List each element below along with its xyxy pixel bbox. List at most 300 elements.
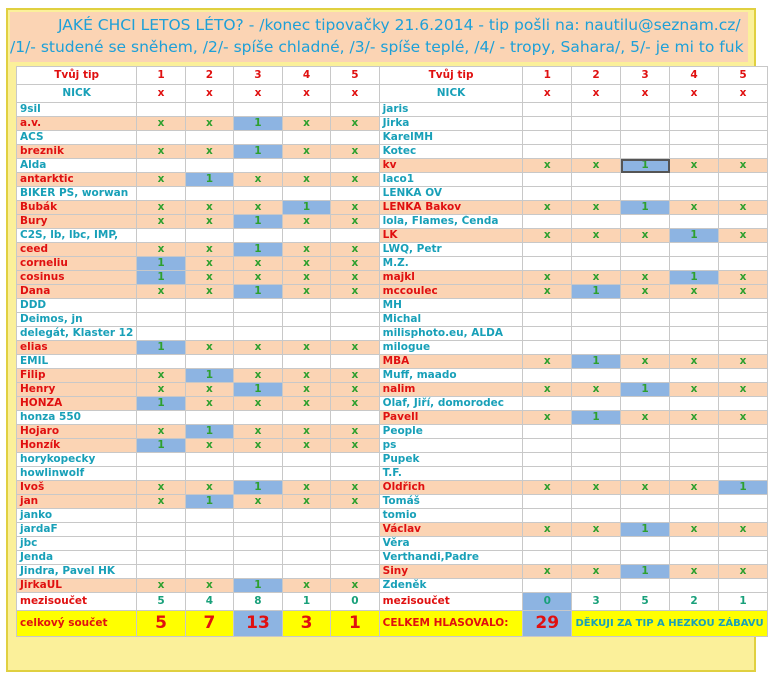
left-tip-cell-2[interactable]: [185, 299, 233, 313]
right-tip-cell-3[interactable]: x: [621, 481, 670, 495]
left-tip-cell-3[interactable]: [234, 299, 283, 313]
left-tip-cell-5[interactable]: x: [331, 285, 379, 299]
left-tip-cell-4[interactable]: x: [282, 285, 330, 299]
left-header-x-3[interactable]: x: [234, 85, 283, 103]
left-tip-cell-5[interactable]: [331, 355, 379, 369]
right-tip-cell-1[interactable]: [523, 439, 572, 453]
left-tip-cell-1[interactable]: [137, 509, 185, 523]
total-label[interactable]: celkový součet: [17, 611, 137, 637]
right-tip-cell-2[interactable]: x: [572, 523, 621, 537]
left-nick-cell[interactable]: horykopecky: [17, 453, 137, 467]
right-tip-cell-4[interactable]: x: [670, 565, 719, 579]
right-nick-cell[interactable]: Muff, maado: [379, 369, 523, 383]
left-tip-cell-4[interactable]: [282, 453, 330, 467]
left-tip-cell-2[interactable]: x: [185, 383, 233, 397]
left-tip-cell-1[interactable]: [137, 523, 185, 537]
left-tip-cell-4[interactable]: x: [282, 439, 330, 453]
right-tip-cell-1[interactable]: [523, 257, 572, 271]
right-tip-cell-5[interactable]: [718, 257, 767, 271]
left-nick-cell[interactable]: ACS: [17, 131, 137, 145]
right-nick-cell[interactable]: Siny: [379, 565, 523, 579]
left-tip-cell-5[interactable]: [331, 103, 379, 117]
right-tip-cell-3[interactable]: [621, 103, 670, 117]
left-tip-cell-2[interactable]: [185, 187, 233, 201]
right-tip-cell-2[interactable]: [572, 173, 621, 187]
left-nick-cell[interactable]: Bury: [17, 215, 137, 229]
right-nick-cell[interactable]: laco1: [379, 173, 523, 187]
left-tip-cell-3[interactable]: [234, 537, 283, 551]
left-tip-cell-1[interactable]: x: [137, 215, 185, 229]
right-tip-cell-1[interactable]: [523, 145, 572, 159]
left-tip-cell-4[interactable]: [282, 467, 330, 481]
left-tip-cell-2[interactable]: [185, 313, 233, 327]
right-tip-cell-3[interactable]: [621, 145, 670, 159]
right-tip-cell-1[interactable]: [523, 327, 572, 341]
right-tip-cell-2[interactable]: [572, 341, 621, 355]
right-tip-cell-1[interactable]: x: [523, 481, 572, 495]
right-tip-cell-1[interactable]: [523, 537, 572, 551]
left-nick-cell[interactable]: a.v.: [17, 117, 137, 131]
left-header-x-2[interactable]: x: [185, 85, 233, 103]
right-tip-cell-4[interactable]: [670, 103, 719, 117]
left-tip-cell-2[interactable]: 1: [185, 173, 233, 187]
right-tip-cell-3[interactable]: [621, 215, 670, 229]
right-tip-cell-3[interactable]: [621, 397, 670, 411]
left-tip-cell-5[interactable]: x: [331, 215, 379, 229]
left-nick-cell[interactable]: elias: [17, 341, 137, 355]
right-tip-cell-5[interactable]: [718, 579, 767, 593]
left-nick-cell[interactable]: Ivoš: [17, 481, 137, 495]
right-nick-cell[interactable]: ps: [379, 439, 523, 453]
left-nick-cell[interactable]: HONZA: [17, 397, 137, 411]
right-tip-cell-5[interactable]: [718, 187, 767, 201]
left-tip-cell-5[interactable]: [331, 523, 379, 537]
left-tip-cell-3[interactable]: 1: [234, 145, 283, 159]
left-tip-cell-4[interactable]: x: [282, 481, 330, 495]
left-tip-cell-5[interactable]: x: [331, 383, 379, 397]
left-tip-cell-3[interactable]: [234, 187, 283, 201]
left-tip-cell-2[interactable]: [185, 159, 233, 173]
left-tip-cell-2[interactable]: 1: [185, 369, 233, 383]
left-tip-cell-4[interactable]: x: [282, 579, 330, 593]
right-tip-cell-2[interactable]: [572, 509, 621, 523]
right-nick-cell[interactable]: MH: [379, 299, 523, 313]
right-tip-cell-4[interactable]: [670, 425, 719, 439]
thanks-text[interactable]: DĚKUJI ZA TIP A HEZKOU ZÁBAVU: [572, 611, 768, 637]
left-tip-cell-4[interactable]: [282, 229, 330, 243]
right-tip-cell-3[interactable]: [621, 425, 670, 439]
left-tip-label[interactable]: Tvůj tip: [17, 67, 137, 85]
right-tip-cell-1[interactable]: x: [523, 285, 572, 299]
left-tip-cell-4[interactable]: [282, 523, 330, 537]
right-tip-cell-2[interactable]: 1: [572, 355, 621, 369]
left-tip-cell-3[interactable]: 1: [234, 215, 283, 229]
right-nick-cell[interactable]: T.F.: [379, 467, 523, 481]
left-nick-cell[interactable]: delegát, Klaster 12: [17, 327, 137, 341]
left-tip-cell-1[interactable]: [137, 453, 185, 467]
left-tip-cell-1[interactable]: x: [137, 579, 185, 593]
left-tip-cell-1[interactable]: [137, 327, 185, 341]
right-tip-cell-2[interactable]: 1: [572, 285, 621, 299]
left-tip-cell-2[interactable]: [185, 131, 233, 145]
left-tip-cell-4[interactable]: x: [282, 341, 330, 355]
right-tip-cell-2[interactable]: 1: [572, 411, 621, 425]
right-tip-cell-5[interactable]: [718, 327, 767, 341]
right-tip-cell-1[interactable]: x: [523, 229, 572, 243]
right-nick-cell[interactable]: Zdeněk: [379, 579, 523, 593]
left-nick-cell[interactable]: BIKER PS, worwan: [17, 187, 137, 201]
left-tip-cell-2[interactable]: x: [185, 579, 233, 593]
right-tip-cell-4[interactable]: [670, 341, 719, 355]
right-nick-cell[interactable]: Věra: [379, 537, 523, 551]
left-tip-cell-4[interactable]: x: [282, 271, 330, 285]
right-tip-cell-4[interactable]: x: [670, 285, 719, 299]
left-nick-cell[interactable]: JirkaUL: [17, 579, 137, 593]
right-tip-cell-1[interactable]: [523, 173, 572, 187]
right-tip-cell-5[interactable]: [718, 425, 767, 439]
right-tip-cell-4[interactable]: 1: [670, 271, 719, 285]
left-subtotal-3[interactable]: 8: [234, 593, 283, 611]
left-tip-cell-2[interactable]: [185, 467, 233, 481]
left-tip-cell-1[interactable]: x: [137, 369, 185, 383]
right-tip-cell-5[interactable]: [718, 243, 767, 257]
right-tip-cell-2[interactable]: [572, 369, 621, 383]
right-tip-cell-1[interactable]: [523, 131, 572, 145]
left-tip-cell-2[interactable]: 1: [185, 495, 233, 509]
left-tip-cell-3[interactable]: [234, 131, 283, 145]
right-tip-cell-1[interactable]: [523, 425, 572, 439]
left-nick-cell[interactable]: Bubák: [17, 201, 137, 215]
right-tip-cell-2[interactable]: x: [572, 201, 621, 215]
right-tip-cell-3[interactable]: [621, 537, 670, 551]
left-col-header-5[interactable]: 5: [331, 67, 379, 85]
left-tip-cell-4[interactable]: x: [282, 495, 330, 509]
left-nick-cell[interactable]: honza 550: [17, 411, 137, 425]
right-tip-cell-1[interactable]: [523, 397, 572, 411]
left-tip-cell-5[interactable]: [331, 453, 379, 467]
right-tip-cell-5[interactable]: [718, 439, 767, 453]
left-tip-cell-3[interactable]: 1: [234, 117, 283, 131]
right-tip-cell-5[interactable]: [718, 299, 767, 313]
left-tip-cell-5[interactable]: [331, 509, 379, 523]
right-nick-cell[interactable]: jaris: [379, 103, 523, 117]
left-tip-cell-5[interactable]: x: [331, 257, 379, 271]
left-tip-cell-3[interactable]: [234, 355, 283, 369]
right-tip-cell-1[interactable]: x: [523, 411, 572, 425]
right-tip-cell-4[interactable]: [670, 299, 719, 313]
right-tip-cell-4[interactable]: [670, 453, 719, 467]
right-tip-cell-3[interactable]: 1: [621, 201, 670, 215]
right-tip-cell-2[interactable]: x: [572, 159, 621, 173]
left-nick-cell[interactable]: Henry: [17, 383, 137, 397]
right-tip-cell-2[interactable]: [572, 103, 621, 117]
right-tip-cell-3[interactable]: [621, 467, 670, 481]
right-tip-cell-1[interactable]: [523, 243, 572, 257]
right-tip-cell-5[interactable]: [718, 551, 767, 565]
left-nick-cell[interactable]: DDD: [17, 299, 137, 313]
right-tip-cell-3[interactable]: [621, 453, 670, 467]
left-tip-cell-3[interactable]: x: [234, 397, 283, 411]
right-tip-cell-1[interactable]: [523, 467, 572, 481]
right-nick-cell[interactable]: Tomáš: [379, 495, 523, 509]
right-tip-cell-5[interactable]: [718, 103, 767, 117]
left-tip-cell-2[interactable]: x: [185, 271, 233, 285]
left-tip-cell-3[interactable]: 1: [234, 285, 283, 299]
right-tip-cell-1[interactable]: [523, 313, 572, 327]
right-tip-cell-4[interactable]: x: [670, 523, 719, 537]
right-nick-cell[interactable]: nalim: [379, 383, 523, 397]
right-tip-cell-2[interactable]: [572, 243, 621, 257]
left-tip-cell-5[interactable]: x: [331, 369, 379, 383]
right-tip-cell-4[interactable]: [670, 579, 719, 593]
right-tip-cell-1[interactable]: [523, 509, 572, 523]
right-tip-cell-3[interactable]: [621, 187, 670, 201]
right-nick-cell[interactable]: LENKA OV: [379, 187, 523, 201]
right-nick-cell[interactable]: KarelMH: [379, 131, 523, 145]
right-tip-cell-1[interactable]: [523, 453, 572, 467]
left-tip-cell-2[interactable]: [185, 509, 233, 523]
voted-value[interactable]: 29: [523, 611, 572, 637]
left-tip-cell-1[interactable]: [137, 187, 185, 201]
total-value-3[interactable]: 13: [234, 611, 283, 637]
left-tip-cell-2[interactable]: [185, 551, 233, 565]
left-tip-cell-1[interactable]: x: [137, 243, 185, 257]
right-tip-cell-4[interactable]: x: [670, 355, 719, 369]
right-nick-cell[interactable]: Václav: [379, 523, 523, 537]
left-tip-cell-3[interactable]: [234, 159, 283, 173]
right-tip-cell-4[interactable]: [670, 551, 719, 565]
right-tip-cell-5[interactable]: [718, 495, 767, 509]
left-subtotal-4[interactable]: 1: [282, 593, 330, 611]
left-subtotal-2[interactable]: 4: [185, 593, 233, 611]
left-tip-cell-5[interactable]: x: [331, 425, 379, 439]
left-tip-cell-2[interactable]: x: [185, 285, 233, 299]
right-nick-cell[interactable]: LENKA Bakov: [379, 201, 523, 215]
right-tip-cell-1[interactable]: x: [523, 383, 572, 397]
right-header-x-1[interactable]: x: [523, 85, 572, 103]
right-tip-cell-3[interactable]: 1: [621, 523, 670, 537]
right-subtotal-4[interactable]: 2: [670, 593, 719, 611]
right-tip-cell-1[interactable]: x: [523, 355, 572, 369]
left-tip-cell-4[interactable]: x: [282, 145, 330, 159]
right-tip-cell-1[interactable]: [523, 215, 572, 229]
voted-label[interactable]: CELKEM HLASOVALO:: [379, 611, 523, 637]
left-tip-cell-5[interactable]: [331, 327, 379, 341]
right-tip-cell-5[interactable]: [718, 215, 767, 229]
left-col-header-2[interactable]: 2: [185, 67, 233, 85]
left-tip-cell-4[interactable]: [282, 565, 330, 579]
left-tip-cell-5[interactable]: [331, 187, 379, 201]
left-nick-cell[interactable]: breznik: [17, 145, 137, 159]
right-tip-cell-1[interactable]: x: [523, 159, 572, 173]
right-tip-cell-4[interactable]: [670, 467, 719, 481]
total-value-4[interactable]: 3: [282, 611, 330, 637]
left-tip-cell-2[interactable]: x: [185, 243, 233, 257]
right-tip-cell-5[interactable]: x: [718, 159, 767, 173]
right-tip-cell-4[interactable]: x: [670, 159, 719, 173]
left-tip-cell-2[interactable]: x: [185, 439, 233, 453]
right-tip-cell-3[interactable]: [621, 117, 670, 131]
right-tip-cell-2[interactable]: [572, 145, 621, 159]
right-header-x-3[interactable]: x: [621, 85, 670, 103]
right-col-header-5[interactable]: 5: [718, 67, 767, 85]
left-tip-cell-2[interactable]: x: [185, 341, 233, 355]
right-nick-cell[interactable]: tomio: [379, 509, 523, 523]
left-tip-cell-5[interactable]: [331, 313, 379, 327]
left-tip-cell-1[interactable]: x: [137, 117, 185, 131]
left-tip-cell-3[interactable]: [234, 103, 283, 117]
left-header-x-1[interactable]: x: [137, 85, 185, 103]
right-tip-cell-3[interactable]: [621, 369, 670, 383]
left-tip-cell-1[interactable]: [137, 467, 185, 481]
right-tip-cell-1[interactable]: [523, 579, 572, 593]
left-nick-cell[interactable]: jardaF: [17, 523, 137, 537]
right-tip-cell-5[interactable]: [718, 397, 767, 411]
left-header-x-4[interactable]: x: [282, 85, 330, 103]
left-tip-cell-1[interactable]: [137, 313, 185, 327]
left-tip-cell-2[interactable]: x: [185, 201, 233, 215]
left-nick-cell[interactable]: jbc: [17, 537, 137, 551]
left-tip-cell-5[interactable]: x: [331, 117, 379, 131]
right-nick-cell[interactable]: LK: [379, 229, 523, 243]
left-subtotal-label[interactable]: mezisoučet: [17, 593, 137, 611]
left-tip-cell-5[interactable]: x: [331, 271, 379, 285]
right-subtotal-1[interactable]: 0: [523, 593, 572, 611]
right-tip-cell-3[interactable]: x: [621, 229, 670, 243]
left-tip-cell-3[interactable]: 1: [234, 243, 283, 257]
right-nick-cell[interactable]: kv: [379, 159, 523, 173]
left-tip-cell-3[interactable]: [234, 453, 283, 467]
left-tip-cell-4[interactable]: [282, 299, 330, 313]
right-tip-cell-4[interactable]: [670, 397, 719, 411]
right-tip-cell-2[interactable]: x: [572, 229, 621, 243]
right-tip-cell-4[interactable]: [670, 131, 719, 145]
right-nick-cell[interactable]: majkl: [379, 271, 523, 285]
right-tip-cell-4[interactable]: [670, 257, 719, 271]
right-tip-cell-4[interactable]: [670, 509, 719, 523]
right-tip-cell-5[interactable]: [718, 131, 767, 145]
right-tip-cell-4[interactable]: [670, 173, 719, 187]
left-tip-cell-3[interactable]: [234, 523, 283, 537]
left-tip-cell-2[interactable]: x: [185, 257, 233, 271]
left-tip-cell-4[interactable]: [282, 131, 330, 145]
right-tip-cell-1[interactable]: x: [523, 565, 572, 579]
right-nick-cell[interactable]: lola, Flames, Čenda: [379, 215, 523, 229]
right-tip-cell-3[interactable]: [621, 299, 670, 313]
right-tip-cell-2[interactable]: [572, 187, 621, 201]
right-tip-cell-3[interactable]: [621, 495, 670, 509]
right-tip-cell-1[interactable]: [523, 103, 572, 117]
left-nick-cell[interactable]: Filip: [17, 369, 137, 383]
right-tip-cell-3[interactable]: x: [621, 355, 670, 369]
right-tip-cell-4[interactable]: [670, 327, 719, 341]
left-tip-cell-5[interactable]: x: [331, 145, 379, 159]
right-nick-cell[interactable]: Verthandi,Padre: [379, 551, 523, 565]
left-tip-cell-2[interactable]: [185, 453, 233, 467]
right-header-x-5[interactable]: x: [718, 85, 767, 103]
left-tip-cell-1[interactable]: 1: [137, 341, 185, 355]
right-tip-cell-5[interactable]: x: [718, 355, 767, 369]
left-nick-cell[interactable]: Deimos, jn: [17, 313, 137, 327]
left-tip-cell-1[interactable]: [137, 355, 185, 369]
total-value-5[interactable]: 1: [331, 611, 379, 637]
left-tip-cell-1[interactable]: [137, 229, 185, 243]
right-nick-cell[interactable]: People: [379, 425, 523, 439]
right-tip-cell-4[interactable]: x: [670, 383, 719, 397]
right-tip-cell-1[interactable]: [523, 369, 572, 383]
left-tip-cell-4[interactable]: x: [282, 215, 330, 229]
left-tip-cell-2[interactable]: 1: [185, 425, 233, 439]
left-tip-cell-5[interactable]: [331, 411, 379, 425]
right-tip-cell-2[interactable]: x: [572, 383, 621, 397]
left-tip-cell-3[interactable]: [234, 327, 283, 341]
left-tip-cell-2[interactable]: [185, 103, 233, 117]
left-nick-cell[interactable]: antarktic: [17, 173, 137, 187]
left-tip-cell-1[interactable]: x: [137, 285, 185, 299]
left-tip-cell-1[interactable]: x: [137, 495, 185, 509]
right-tip-cell-2[interactable]: [572, 131, 621, 145]
left-tip-cell-5[interactable]: x: [331, 495, 379, 509]
right-tip-cell-2[interactable]: [572, 537, 621, 551]
left-tip-cell-5[interactable]: x: [331, 243, 379, 257]
left-tip-cell-3[interactable]: x: [234, 495, 283, 509]
left-subtotal-5[interactable]: 0: [331, 593, 379, 611]
right-nick-cell[interactable]: Michal: [379, 313, 523, 327]
right-tip-cell-2[interactable]: x: [572, 565, 621, 579]
right-tip-cell-4[interactable]: [670, 313, 719, 327]
right-tip-cell-1[interactable]: x: [523, 271, 572, 285]
right-tip-cell-5[interactable]: x: [718, 523, 767, 537]
left-tip-cell-4[interactable]: [282, 187, 330, 201]
right-subtotal-2[interactable]: 3: [572, 593, 621, 611]
right-tip-cell-2[interactable]: [572, 467, 621, 481]
right-tip-cell-3[interactable]: x: [621, 285, 670, 299]
right-tip-cell-3[interactable]: x: [621, 411, 670, 425]
right-nick-label[interactable]: NICK: [379, 85, 523, 103]
left-tip-cell-5[interactable]: [331, 565, 379, 579]
left-tip-cell-1[interactable]: [137, 131, 185, 145]
right-tip-cell-4[interactable]: [670, 215, 719, 229]
right-tip-cell-5[interactable]: [718, 117, 767, 131]
left-tip-cell-4[interactable]: [282, 355, 330, 369]
right-tip-cell-3[interactable]: [621, 341, 670, 355]
left-tip-cell-2[interactable]: x: [185, 481, 233, 495]
left-tip-cell-2[interactable]: [185, 565, 233, 579]
right-tip-cell-2[interactable]: [572, 551, 621, 565]
left-tip-cell-5[interactable]: [331, 537, 379, 551]
right-tip-cell-3[interactable]: [621, 173, 670, 187]
right-tip-cell-4[interactable]: [670, 369, 719, 383]
right-nick-cell[interactable]: Pupek: [379, 453, 523, 467]
left-tip-cell-5[interactable]: x: [331, 341, 379, 355]
left-header-x-5[interactable]: x: [331, 85, 379, 103]
left-tip-cell-3[interactable]: x: [234, 271, 283, 285]
left-tip-cell-5[interactable]: x: [331, 173, 379, 187]
left-tip-cell-1[interactable]: [137, 299, 185, 313]
left-tip-cell-3[interactable]: [234, 467, 283, 481]
left-tip-cell-2[interactable]: [185, 411, 233, 425]
right-tip-cell-5[interactable]: x: [718, 229, 767, 243]
right-tip-cell-5[interactable]: [718, 537, 767, 551]
left-tip-cell-3[interactable]: 1: [234, 383, 283, 397]
right-col-header-1[interactable]: 1: [523, 67, 572, 85]
left-nick-cell[interactable]: EMIL: [17, 355, 137, 369]
left-tip-cell-5[interactable]: [331, 467, 379, 481]
left-tip-cell-5[interactable]: [331, 229, 379, 243]
left-tip-cell-4[interactable]: [282, 103, 330, 117]
right-tip-cell-5[interactable]: x: [718, 383, 767, 397]
right-tip-cell-2[interactable]: [572, 257, 621, 271]
